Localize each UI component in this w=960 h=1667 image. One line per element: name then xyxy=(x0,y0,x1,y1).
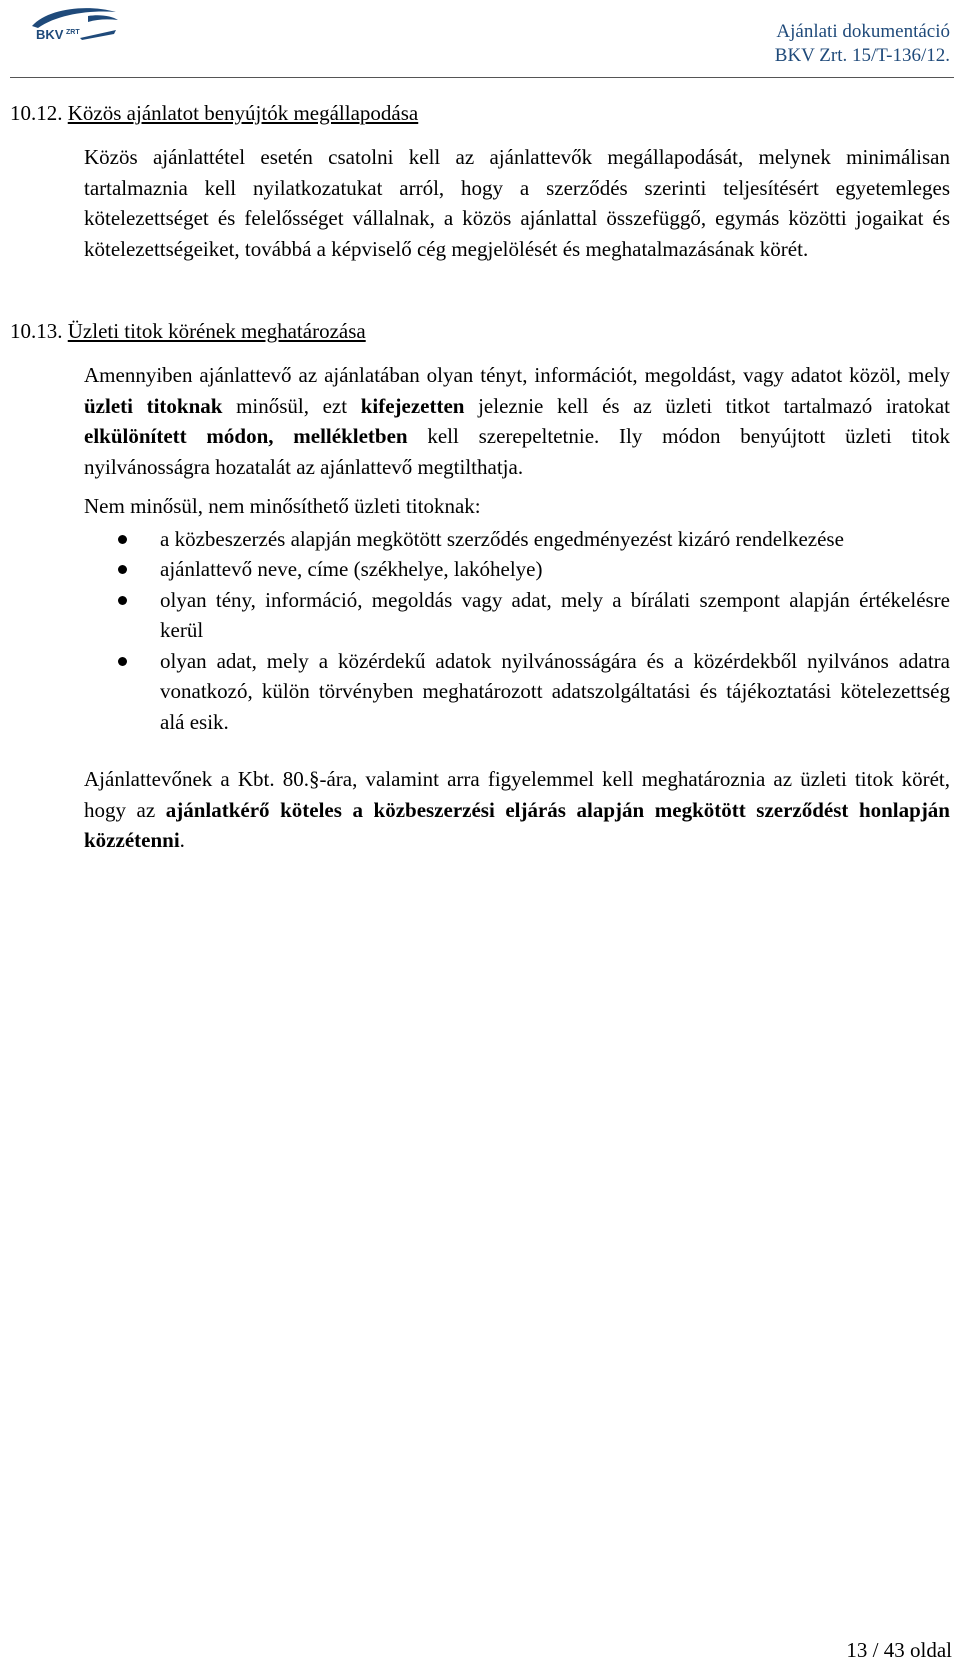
list-item xyxy=(84,524,950,555)
text-run: kell szerepeltetnie. Ily módon benyújtott üzleti titok nyilvánosságra hozatalát az ajánlattevő megtilthatja. xyxy=(84,424,951,479)
bkv-logo xyxy=(28,2,120,44)
header-doc-title: Ajánlati dokumentáció xyxy=(776,21,950,42)
list-item xyxy=(84,585,950,646)
list-item-text: olyan adat, mely a közérdekű adatok nyilvánosságára és a közérdekből nyilvános adatra vonatkozó, külön törvényben meghatározott adatszolgáltatási és tájékoztatási kötelezettség alá esik. xyxy=(160,648,950,734)
section-10-13-paragraph-2: Nem minősül, nem minősíthető üzleti titoknak: xyxy=(84,494,481,518)
text-run: minősül, ezt xyxy=(222,393,361,418)
list-item xyxy=(84,554,950,585)
section-title: Közös ajánlatot benyújtók megállapodása xyxy=(67,101,419,125)
text-run: Amennyiben ajánlattevő az ajánlatában olyan tényt, információt, megoldást, vagy adatot közöl, mely xyxy=(84,363,950,387)
section-10-12-paragraph: Közös ajánlattétel esetén csatolni kell az ajánlattevők megállapodását, melynek minimálisan tartalmaznia kell nyilatkozatukat arról, hogy a szerződés szerinti teljesítésért egyetemleges kötelezettséget és felelősséget vállalnak, a közös ajánlattal összefüggő, egymás közötti jogaikat és kötelezettségeiket, továbbá a képviselő cég megjelölését és meghatalmazásának körét. xyxy=(84,145,950,261)
text-run: Ajánlattevőnek a Kbt. 80.§-ára, valamint arra figyelemmel kell meghatároznia az üzleti titok körét, hogy az xyxy=(84,767,950,822)
list-item-text: ajánlattevő neve, címe (székhelye, lakóhelye) xyxy=(160,557,543,581)
svg-text:ZRT: ZRT xyxy=(66,29,80,36)
list-item-text: a közbeszerzés alapján megkötött szerződés engedményezést kizáró rendelkezése xyxy=(160,526,844,551)
text-run: jeleznie kell és az üzleti titkot tartalmazó iratokat xyxy=(464,393,950,418)
section-number: 10.13. xyxy=(10,319,63,343)
header-doc-ref: BKV Zrt. 15/T-136/12. xyxy=(774,45,950,66)
list-item xyxy=(84,646,950,738)
bullet-icon xyxy=(118,596,127,605)
section-10-13-paragraph-1 xyxy=(84,360,950,482)
header-doc-info xyxy=(775,20,950,68)
section-heading-10-12 xyxy=(0,100,960,126)
bold-run: kifejezetten xyxy=(360,393,465,418)
bullet-icon xyxy=(118,657,127,666)
bold-run: elkülönített módon, mellékletben xyxy=(84,424,408,448)
bold-run: ajánlatkérő köteles a közbeszerzési eljárás alapján megkötött szerződést honlapján közzétenni xyxy=(84,797,950,852)
document-body xyxy=(0,100,960,856)
svg-text:BKV: BKV xyxy=(36,27,64,42)
list-item-text: olyan tény, információ, megoldás vagy adat, mely a bírálati szempont alapján értékelésre kerül xyxy=(160,587,950,642)
bullet-icon xyxy=(118,565,127,574)
page-header xyxy=(0,0,960,80)
text-run: . xyxy=(179,828,185,852)
section-title: Üzleti titok körének meghatározása xyxy=(67,319,366,343)
section-heading-10-13 xyxy=(0,318,960,344)
section-10-13-paragraph-3 xyxy=(84,764,950,856)
section-number: 10.12. xyxy=(10,101,63,125)
page-number: 13 / 43 oldal xyxy=(846,1638,952,1662)
bullet-icon xyxy=(118,535,127,544)
bold-run: üzleti titoknak xyxy=(84,393,223,418)
exclusion-list xyxy=(0,524,950,738)
header-divider xyxy=(10,77,954,78)
